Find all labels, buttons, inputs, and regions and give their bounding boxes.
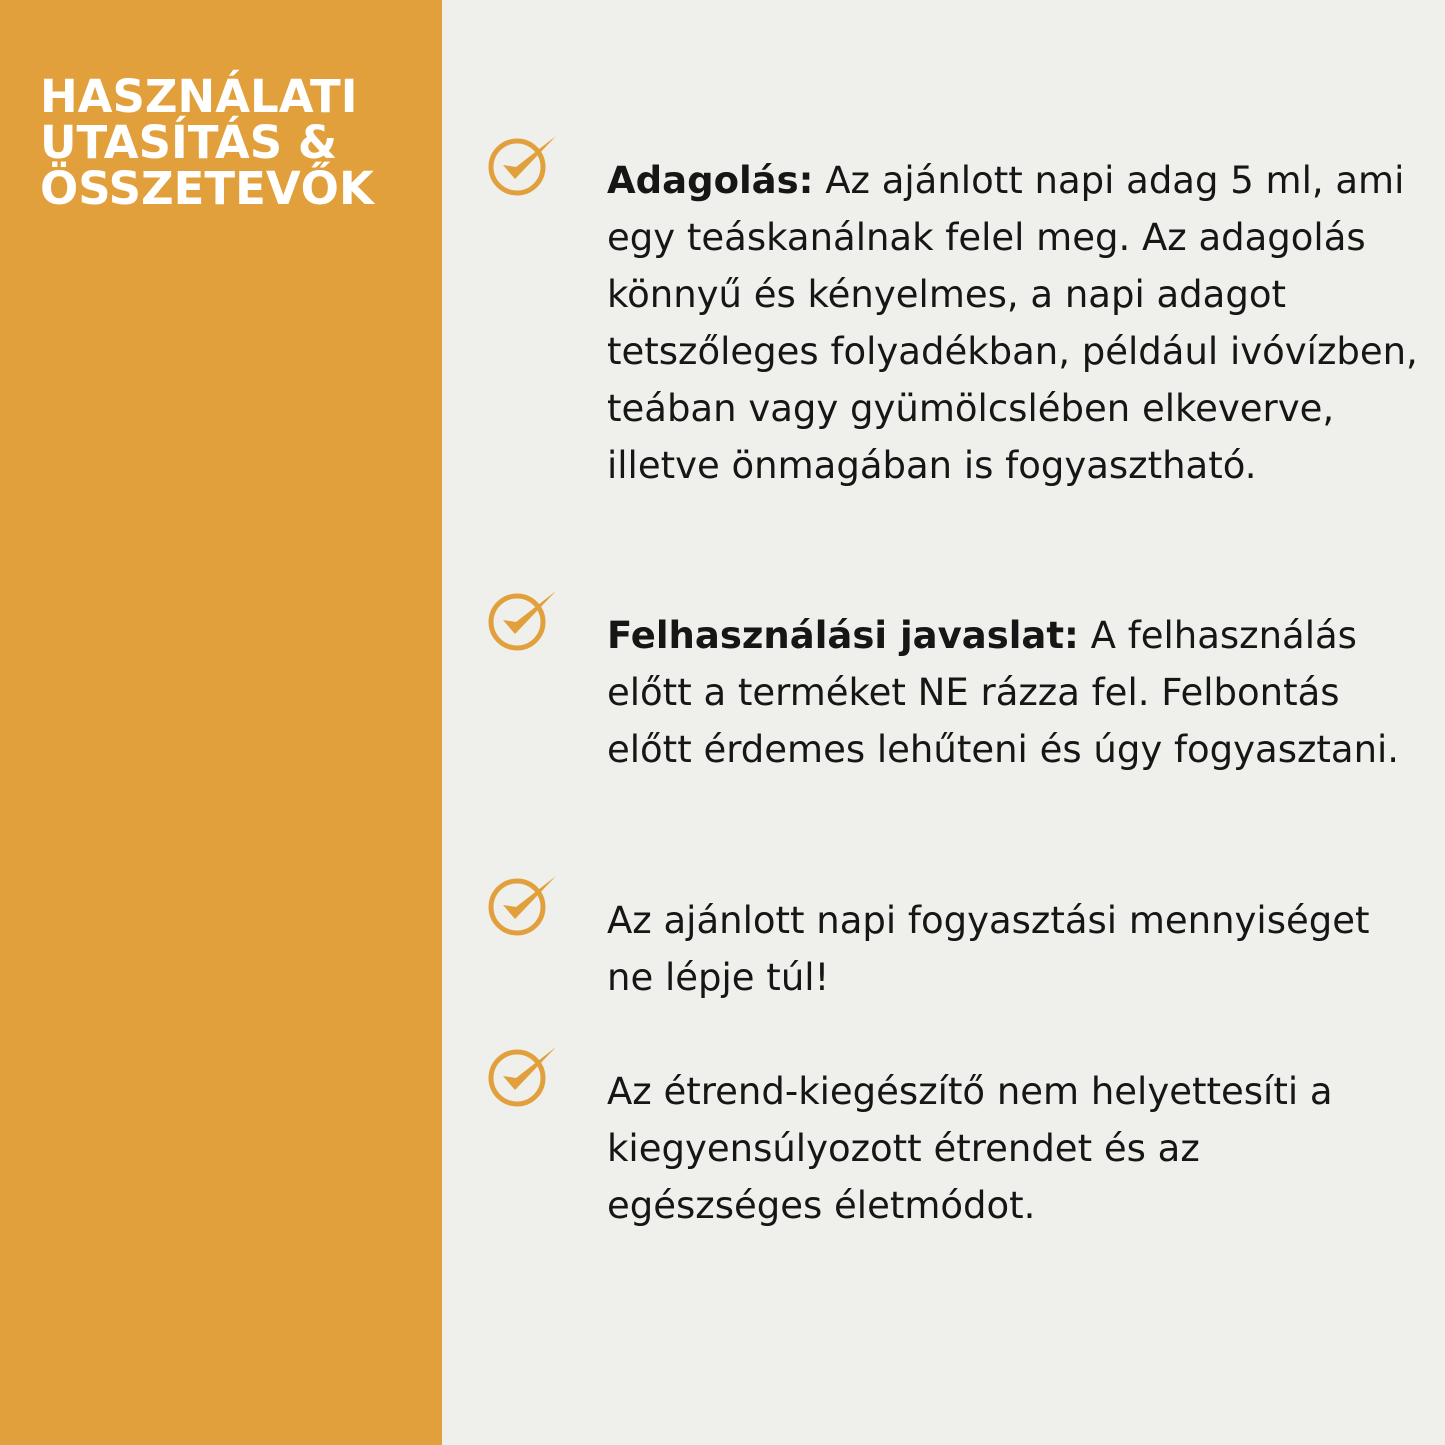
check-circle-icon [488, 587, 562, 653]
list-item-text [607, 607, 1423, 778]
page-title-line-1: HASZNÁLATI [40, 70, 358, 123]
sidebar [0, 0, 442, 1445]
list-item-label: Felhasználási javaslat: [607, 614, 1079, 657]
list-item-text [607, 892, 1423, 1006]
check-circle-icon [488, 1043, 562, 1109]
list-item-label: Adagolás: [607, 159, 814, 202]
list-item-text [607, 152, 1423, 494]
page-title-line-2: UTASÍTÁS & [40, 116, 338, 169]
list-item-body: Az étrend-kiegészítő nem helyettesíti a kiegyensúlyozott étrendet és az egészséges életmódot. [607, 1070, 1333, 1227]
page-title-line-3: ÖSSZETEVŐK [40, 162, 374, 215]
page-title [40, 70, 435, 215]
list-item-text [607, 1063, 1423, 1234]
list-item-body: A felhasználás előtt a terméket NE rázza fel. Felbontás előtt érdemes lehűteni és úgy fogyasztani. [607, 614, 1400, 771]
check-circle-icon [488, 132, 562, 198]
list-item-body: Az ajánlott napi adag 5 ml, ami egy teáskanálnak felel meg. Az adagolás könnyű és kényelmes, a napi adagot tetszőleges folyadékban, például ivóvízben, teában vagy gyümölcslében elkeverve, illetve önmagában is fogyasztható. [607, 159, 1418, 487]
list-item-body: Az ajánlott napi fogyasztási mennyiséget ne lépje túl! [607, 899, 1370, 999]
check-circle-icon [488, 872, 562, 938]
instructions-panel [442, 0, 1445, 1445]
